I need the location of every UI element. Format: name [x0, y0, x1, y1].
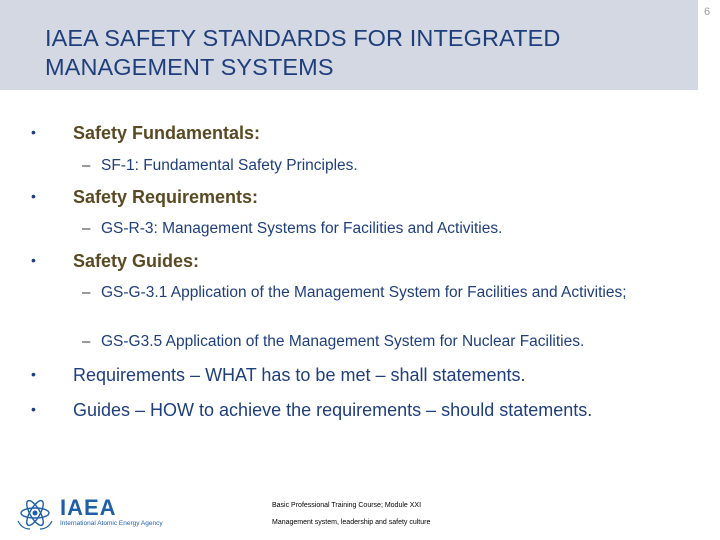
list-item-safety-requirements: Safety Requirements:	[73, 187, 259, 207]
dash-icon: –	[82, 220, 91, 237]
bullet-icon: •	[31, 124, 36, 140]
list-item-safety-fundamentals: Safety Fundamentals:	[73, 123, 261, 143]
footer-course-line: Basic Professional Training Course; Module XXI	[272, 502, 422, 509]
bullet-icon: •	[31, 401, 36, 417]
logo-subtitle: International Atomic Energy Agency	[60, 520, 163, 527]
footer-module-line: Management system, leadership and safety culture	[272, 519, 431, 526]
list-item-guides-how: Guides – HOW to achieve the requirements – should statements.	[73, 400, 593, 420]
slide-title: IAEA SAFETY STANDARDS FOR INTEGRATED MANAGEMENT SYSTEMS	[45, 25, 561, 80]
bullet-icon: •	[31, 188, 36, 204]
logo-wordmark: IAEA	[60, 495, 117, 520]
dash-icon: –	[82, 333, 91, 350]
sub-item-gsg35: GS-G3.5 Application of the Management System for Nuclear Facilities.	[101, 333, 585, 350]
bullet-icon: •	[31, 366, 36, 382]
sub-item-gsr3: GS-R-3: Management Systems for Facilities and Activities.	[101, 220, 503, 237]
dash-icon: –	[82, 284, 91, 301]
bullet-icon: •	[31, 252, 36, 268]
sub-item-sf1: SF-1: Fundamental Safety Principles.	[101, 157, 358, 174]
list-item-requirements-what: Requirements – WHAT has to be met – shall statements.	[73, 365, 526, 385]
dash-icon: –	[82, 157, 91, 174]
iaea-logo-icon	[14, 495, 56, 531]
sub-item-gsg31: GS-G-3.1 Application of the Management System for Facilities and Activities;	[101, 284, 627, 301]
page-number: 6	[704, 6, 711, 18]
list-item-safety-guides: Safety Guides:	[73, 251, 200, 271]
